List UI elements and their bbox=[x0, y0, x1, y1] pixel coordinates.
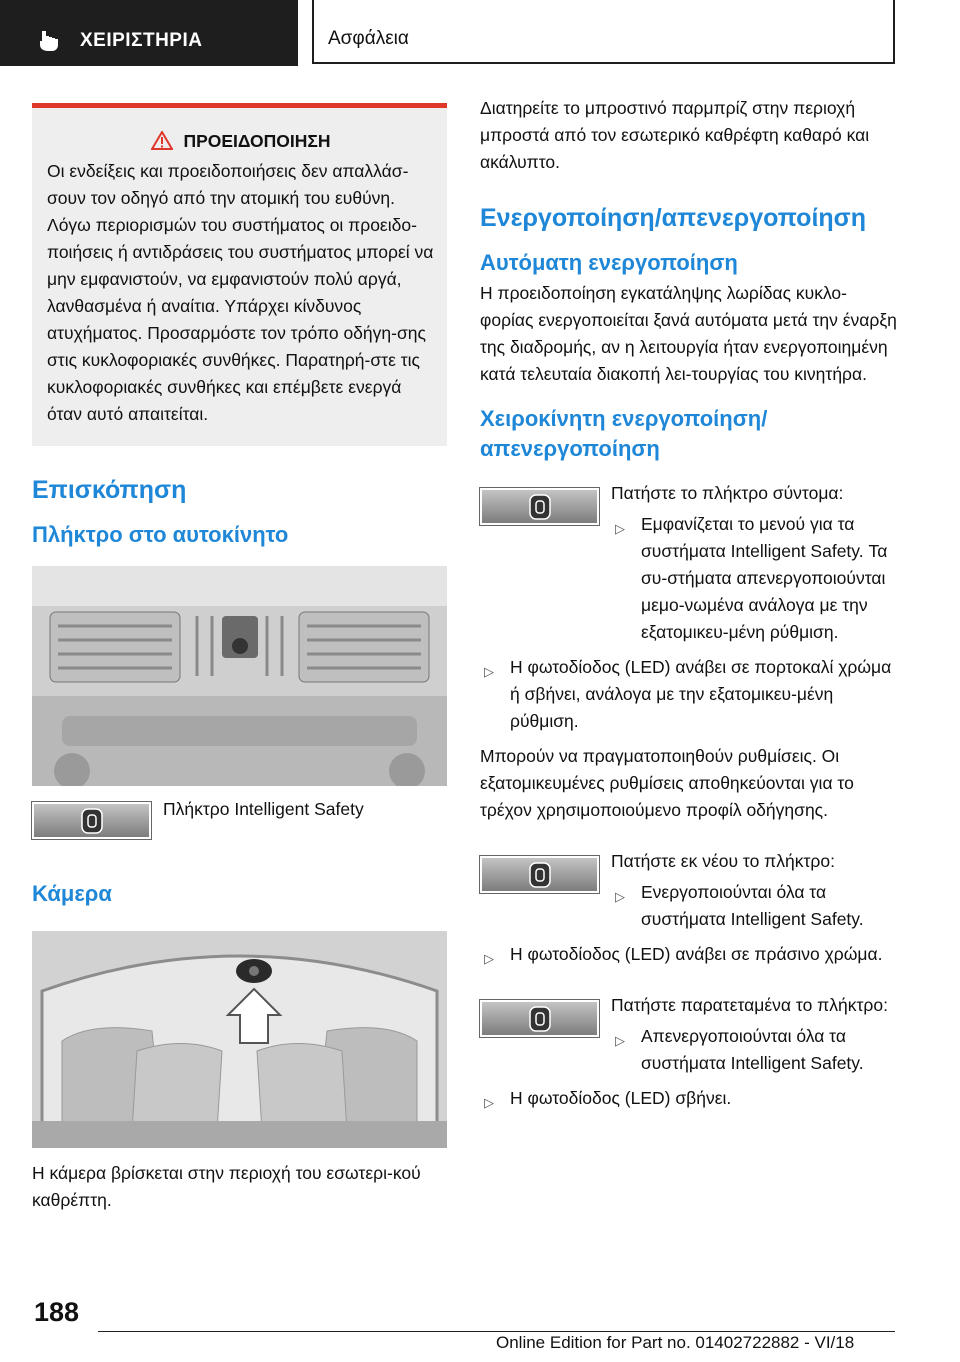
right-column bbox=[480, 95, 900, 1112]
button-caption: Πλήκτρο Intelligent Safety bbox=[163, 799, 364, 819]
intelligent-safety-icon bbox=[529, 1006, 551, 1032]
intro-text: Διατηρείτε το μπροστινό παρμπρίζ στην περιοχή μπροστά από τον εσωτερικό καθρέφτη καθαρό και ακάλυπτο. bbox=[480, 98, 870, 172]
bullet-text: Η φωτοδίοδος (LED) σβήνει. bbox=[510, 1088, 732, 1108]
press-long-block bbox=[611, 992, 900, 1077]
bullet-arrow-icon: ▷ bbox=[484, 1095, 494, 1110]
console-illustration bbox=[32, 566, 447, 786]
bullet-arrow-icon: ▷ bbox=[615, 521, 625, 536]
press-again-block bbox=[611, 848, 900, 933]
chapter-label: ΧΕΙΡΙΣΤΗΡΙΑ bbox=[80, 30, 203, 51]
hand-pointer-icon bbox=[36, 28, 62, 52]
bullet-item bbox=[480, 654, 900, 735]
bullet-arrow-icon: ▷ bbox=[615, 889, 625, 904]
bullet-arrow-icon: ▷ bbox=[615, 1033, 625, 1048]
bullet-arrow-icon: ▷ bbox=[484, 951, 494, 966]
camera-photo bbox=[32, 931, 447, 1148]
press-short-row bbox=[480, 480, 900, 646]
console-photo bbox=[32, 566, 447, 786]
warning-text: Οι ενδείξεις και προειδοποιήσεις δεν απαλλάσ-σουν τον οδηγό από την ατομική του ευθύνη. Λόγω περιορισμών του συστήματος οι προειδο-ποιήσεις ή αντιδράσεις του συστήματος μπορεί να μην εμφανιστούν, να εμφανιστούν πολύ αργά, λανθασμένα ή αναίτια. Υπάρχει κίνδυνος ατυχήματος. Προσαρμόστε τον τρόπο οδήγη-σης στις κυκλοφοριακές συνθήκες. Παρατηρή-στε τις κυκλοφοριακές συνθήκες και επέμβετε ενεργά όταν αυτό απαιτείται. bbox=[47, 161, 434, 424]
intelligent-safety-button-image bbox=[32, 802, 151, 839]
press-again-row bbox=[480, 848, 900, 933]
bullet-item bbox=[480, 941, 900, 968]
warning-title-text: ΠΡΟΕΙΔΟΠΟΙΗΣΗ bbox=[183, 131, 331, 151]
bullet-item bbox=[611, 511, 900, 646]
edition-note: Online Edition for Part no. 01402722882 - VI/18 bbox=[496, 1333, 855, 1352]
section-label: Ασφάλεια bbox=[328, 28, 409, 49]
bullet-text: Εμφανίζεται το μενού για τα συστήματα Intelligent Safety. Τα συ-στήματα απενεργοποιούνται μεμο-νωμένα ανάλογα με την εξατομικευ-μένη ρύθμιση. bbox=[641, 514, 888, 642]
intelligent-safety-icon bbox=[529, 494, 551, 520]
warning-box bbox=[32, 103, 447, 446]
camera-heading: Κάμερα bbox=[32, 881, 112, 906]
button-heading: Πλήκτρο στο αυτοκίνητο bbox=[32, 522, 289, 547]
left-column bbox=[32, 103, 447, 1214]
manual-activation-heading: Χειροκίνητη ενεργοποίηση/ απενεργοποίηση bbox=[480, 406, 768, 461]
button-caption-row bbox=[32, 799, 447, 839]
press-short-text: Πατήστε το πλήκτρο σύντομα: bbox=[611, 483, 844, 503]
chapter-tab bbox=[0, 0, 298, 66]
bullet-text: Η φωτοδίοδος (LED) ανάβει σε πράσινο χρώμα. bbox=[510, 944, 883, 964]
bullet-item bbox=[611, 879, 900, 933]
bullet-text: Απενεργοποιούνται όλα τα συστήματα Intelligent Safety. bbox=[641, 1026, 864, 1073]
bullet-item bbox=[480, 1085, 900, 1112]
button-image-short bbox=[480, 488, 599, 525]
press-again-text: Πατήστε εκ νέου το πλήκτρο: bbox=[611, 851, 835, 871]
button-image-long bbox=[480, 1000, 599, 1037]
press-long-text: Πατήστε παρατεταμένα το πλήκτρο: bbox=[611, 995, 888, 1015]
bullet-text: Ενεργοποιούνται όλα τα συστήματα Intelligent Safety. bbox=[641, 882, 864, 929]
press-short-block bbox=[611, 480, 900, 646]
press-long-row bbox=[480, 992, 900, 1077]
bullet-arrow-icon: ▷ bbox=[484, 664, 494, 679]
settings-text: Μπορούν να πραγματοποιηθούν ρυθμίσεις. Οι εξατομικευμένες ρυθμίσεις αποθηκεύονται για το τρέχον χρησιμοποιούμενο προφίλ οδήγησης. bbox=[480, 746, 854, 820]
button-image-again bbox=[480, 856, 599, 893]
page-header bbox=[0, 0, 960, 66]
overview-heading: Επισκόπηση bbox=[32, 476, 187, 504]
windshield-illustration bbox=[32, 931, 447, 1148]
intelligent-safety-icon bbox=[529, 862, 551, 888]
intelligent-safety-icon bbox=[81, 808, 103, 834]
bullet-text: Η φωτοδίοδος (LED) ανάβει σε πορτοκαλί χρώμα ή σβήνει, ανάλογα με την εξατομικευ-μένη ρύθμιση. bbox=[510, 657, 892, 731]
warning-triangle-icon bbox=[151, 131, 173, 150]
camera-caption: Η κάμερα βρίσκεται στην περιοχή του εσωτερι-κού καθρέπτη. bbox=[32, 1163, 421, 1210]
auto-activation-text: Η προειδοποίηση εγκατάληψης λωρίδας κυκλο-φορίας ενεργοποιείται ξανά αυτόματα μετά την έναρξη της διαδρομής, αν η λειτουργία ήταν ενεργοποιημένη κατά τελευταία διακοπή λει-τουργίας του κινητήρα. bbox=[480, 283, 897, 384]
footer-divider bbox=[98, 1331, 895, 1332]
bullet-item bbox=[611, 1023, 900, 1077]
activation-heading: Ενεργοποίηση/απενεργοποίηση bbox=[480, 204, 867, 232]
page-number: 188 bbox=[34, 1297, 80, 1327]
warning-title bbox=[47, 128, 435, 155]
auto-activation-heading: Αυτόματη ενεργοποίηση bbox=[480, 250, 738, 275]
section-tab bbox=[312, 0, 895, 64]
